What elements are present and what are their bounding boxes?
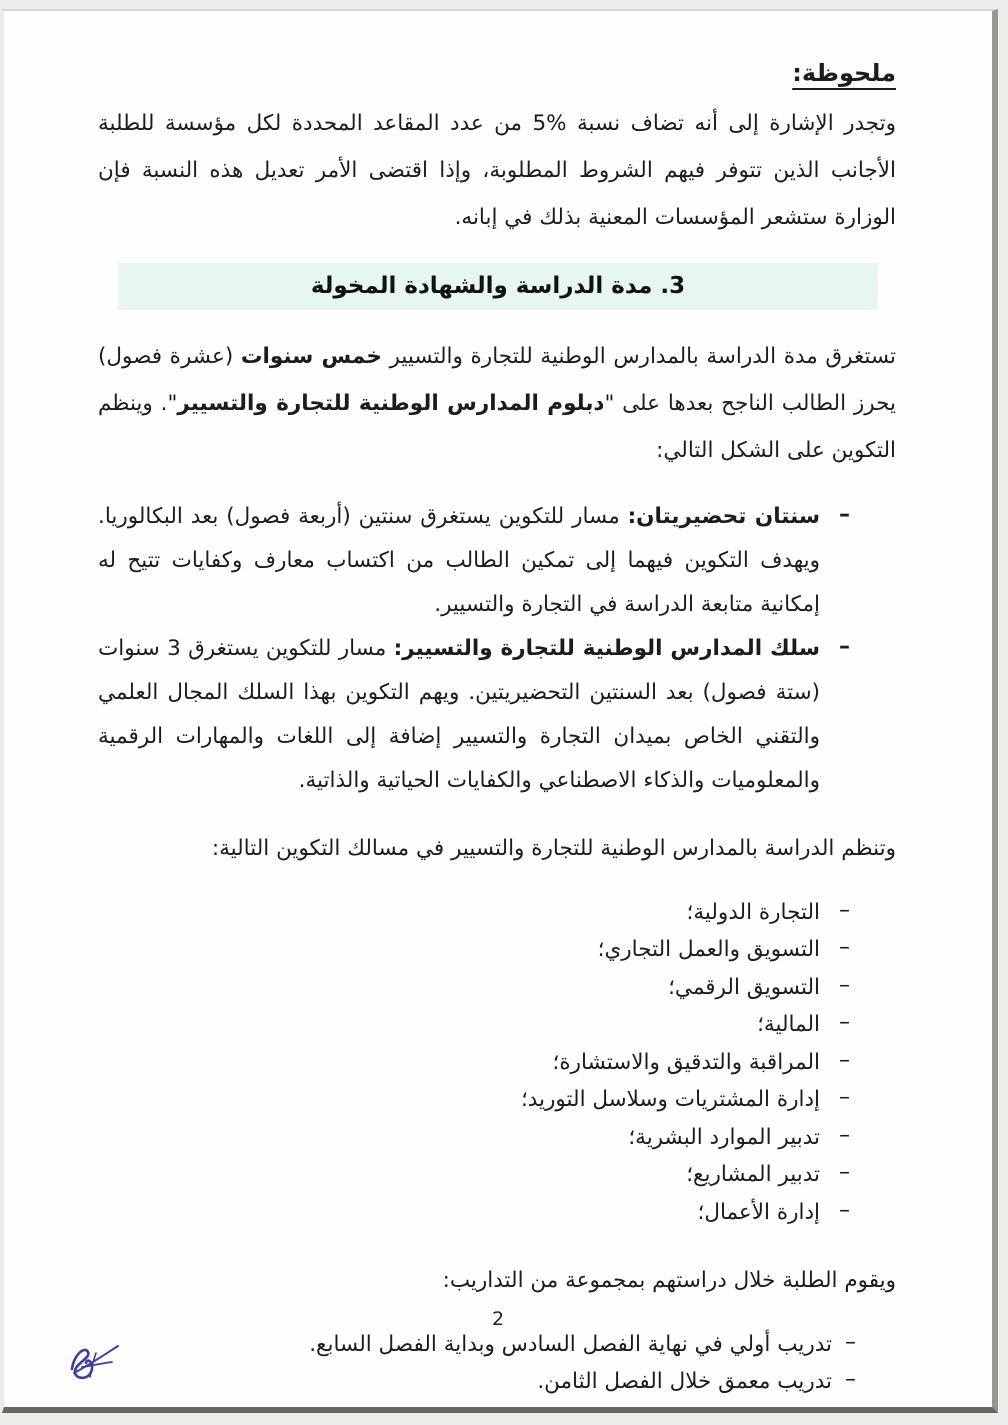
section-heading: 3. مدة الدراسة والشهادة المخولة xyxy=(310,273,686,299)
fields-list xyxy=(98,894,896,1232)
internships-intro-paragraph: ويقوم الطلبة خلال دراستهم بمجموعة من التداريب: xyxy=(442,1268,896,1293)
field-item xyxy=(98,894,896,932)
track-lead: سنتان تحضيريتان: xyxy=(627,504,820,529)
field-label: التسويق والعمل التجاري؛ xyxy=(597,937,820,962)
dash-bullet-icon: – xyxy=(839,1160,850,1185)
page-number: 2 xyxy=(491,1308,505,1330)
note-heading: ملحوظة: xyxy=(792,59,896,87)
fields-intro-paragraph: وتنظم الدراسة بالمدارس الوطنية للتجارة والتسيير في مسالك التكوين التالية: xyxy=(211,836,896,861)
dash-bullet-icon: – xyxy=(839,1122,850,1148)
dash-bullet-icon: – xyxy=(839,634,850,659)
section-intro-paragraph xyxy=(98,333,896,474)
field-label: التجارة الدولية؛ xyxy=(686,899,820,925)
field-item xyxy=(98,931,896,969)
field-item xyxy=(98,1156,896,1194)
field-label: المراقبة والتدقيق والاستشارة؛ xyxy=(552,1049,820,1075)
field-label: تدبير الموارد البشرية؛ xyxy=(628,1124,820,1150)
internship-label: تدريب أولي في نهاية الفصل السادس وبداية الفصل السابع. xyxy=(309,1331,832,1357)
note-paragraph: وتجدر الإشارة إلى أنه تضاف نسبة %5 من عدد المقاعد المحددة لكل مؤسسة للطلبة الأجانب الذين تتوفر فيهم الشروط المطلوبة، وإذا اقتضى الأمر تعديل هذه النسبة فإن الوزارة ستشعر المؤسسات المعنية بذلك في إبانه. xyxy=(98,111,896,230)
field-label: إدارة المشتريات وسلاسل التوريد؛ xyxy=(520,1087,820,1112)
dash-bullet-icon: – xyxy=(839,1010,850,1035)
track-lead: سلك المدارس الوطنية للتجارة والتسيير: xyxy=(393,636,820,661)
dash-bullet-icon: – xyxy=(839,935,850,960)
page-content xyxy=(4,59,992,1401)
track-body: مسار للتكوين يستغرق سنتين (أربعة فصول) بعد البكالوريا. ويهدف التكوين فيهما إلى تمكين الطالب من اكتساب معارف وكفايات تتيح له إمكانية متابعة الدراسة في التجارة والتسيير. xyxy=(98,504,820,617)
field-item xyxy=(98,1081,896,1119)
dash-bullet-icon: – xyxy=(839,1085,850,1110)
field-label: إدارة الأعمال؛ xyxy=(697,1199,820,1225)
internship-item xyxy=(98,1326,896,1364)
signature-mark xyxy=(60,1333,126,1393)
field-item xyxy=(98,969,896,1007)
dash-bullet-icon: – xyxy=(839,897,850,923)
dash-bullet-icon: – xyxy=(839,972,850,998)
dash-bullet-icon: – xyxy=(839,1047,850,1073)
field-item xyxy=(98,1119,896,1157)
field-item xyxy=(98,1044,896,1082)
field-label: تدبير المشاريع؛ xyxy=(686,1162,820,1187)
intro-text-part: تستغرق مدة الدراسة بالمدارس الوطنية للتجارة والتسيير xyxy=(381,343,896,369)
field-label: المالية؛ xyxy=(757,1012,820,1037)
section-heading-band xyxy=(118,263,878,310)
track-body: مسار للتكوين يستغرق 3 سنوات (ستة فصول) بعد السنتين التحضيريتين. ويهم التكوين بهذا السلك المجال العلمي والتقني الخاص بميدان التجارة والتسيير إضافة إلى اللغات والمهارات الرقمية والمعلوميات والذكاء الاصطناعي والكفايات الحياتية والذاتية. xyxy=(98,636,820,793)
field-item xyxy=(98,1006,896,1044)
internship-item xyxy=(98,1363,896,1401)
track-item-preparatory xyxy=(98,495,896,627)
track-list xyxy=(98,495,896,803)
track-item-encg-cycle xyxy=(98,627,896,803)
intro-bold-duration: خمس سنوات xyxy=(240,343,382,369)
internship-label: تدريب معمق خلال الفصل الثامن. xyxy=(537,1369,832,1394)
intro-text-part: ". وينظم التكوين على الشكل التالي: xyxy=(98,390,896,463)
dash-bullet-icon: – xyxy=(845,1367,856,1392)
document-page xyxy=(2,9,998,1413)
dash-bullet-icon: – xyxy=(845,1329,856,1355)
dash-bullet-icon: – xyxy=(839,1197,850,1223)
field-item xyxy=(98,1194,896,1232)
intro-text-part: (عشرة فصول) يحرز الطالب الناجح بعدها على " xyxy=(98,343,897,416)
dash-bullet-icon: – xyxy=(839,502,850,527)
field-label: التسويق الرقمي؛ xyxy=(668,974,820,1000)
internships-list xyxy=(98,1326,896,1401)
intro-bold-diploma: دبلوم المدارس الوطنية للتجارة والتسيير xyxy=(177,390,605,416)
